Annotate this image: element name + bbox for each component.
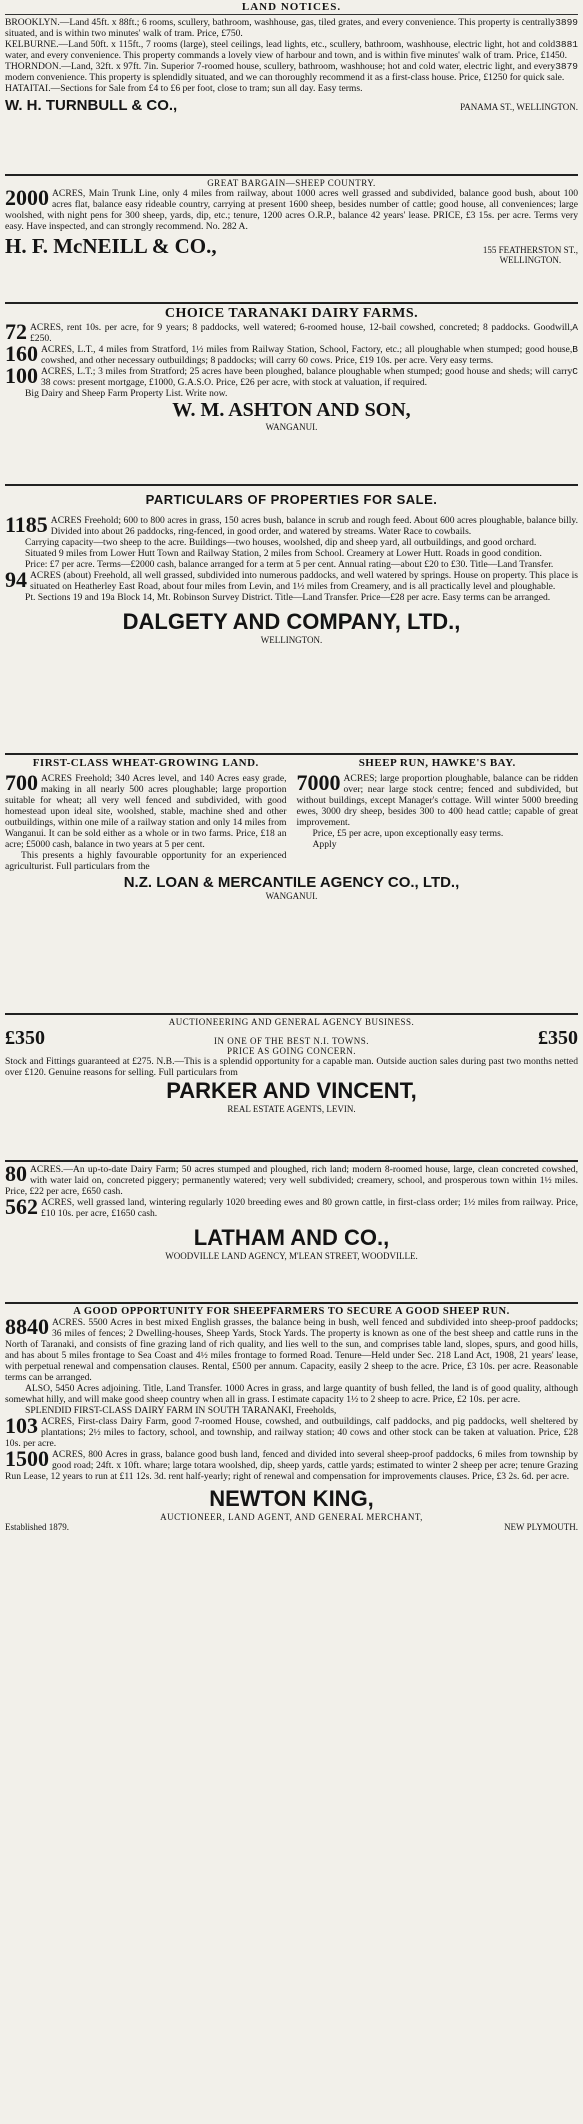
listing-text: ACRES Freehold; 600 to 800 acres in grass, 150 acres bush, balance in scrub and rough feed. About 600 acres ploughable, balance billy. Divided into about 26 paddocks, ring-fenced, in good order, and watered by streams. Water Race to cowbails. <box>50 515 578 537</box>
ad-parker <box>5 1015 578 1162</box>
listing-lot <box>5 770 287 850</box>
subheading-line: PRICE AS GOING CONCERN. <box>226 1046 356 1056</box>
acreage-number: 103 <box>5 1413 38 1438</box>
firm-address <box>483 245 578 265</box>
ref-letter: C <box>572 366 578 377</box>
listing-lot <box>5 1413 578 1449</box>
listing-paragraph: This presents a highly favourable opportunity for an experienced agriculturist. Full particulars from the <box>5 850 287 872</box>
listing-item <box>5 17 578 39</box>
two-column-block <box>5 757 578 872</box>
price-left: £350 <box>5 1027 45 1049</box>
ad-ashton <box>5 304 578 486</box>
listing-paragraph: Carrying capacity—two sheep to the acre. Buildings—two houses, woolshed, dip and sheep yard, all outbuildings, and good orchard. <box>25 537 537 548</box>
firm-town: WANGANUI. <box>265 891 318 901</box>
price-right: £350 <box>538 1027 578 1049</box>
listing-paragraph: Price: £7 per acre. Terms—£2000 cash, balance arranged for a term at 5 per cent. Annual rating—about £20 to £30. Title—Land Transfer. <box>25 559 554 570</box>
firm-address: WOODVILLE LAND AGENCY, M'LEAN STREET, WOODVILLE. <box>165 1251 418 1261</box>
listing-text: KELBURNE.—Land 50ft. x 115ft., 7 rooms (large), steel ceilings, lead lights, etc., scullery, bathroom, washhouse, electric light, hot and cold water, and every convenience. This property commands a lovely view of harbour and town, and is within five minutes' walk of tram. Price, £1450. <box>5 39 567 61</box>
ref-number: 3879 <box>555 61 578 72</box>
ad-dalgety <box>5 486 578 755</box>
acreage-number: 2000 <box>5 185 49 210</box>
listing-item <box>5 83 578 94</box>
listing-text: THORNDON.—Land, 32ft. x 97ft. 7in. Superior 7-roomed house, scullery, bathroom, washhouse; hot and cold water, electric light, and every modern convenience. This property is splendidly situated, and we can thoroughly recommend it as a first-class house. Price, £1250 for quick sale. <box>5 61 565 83</box>
listing-text: ACRES.—An up-to-date Dairy Farm; 50 acres stumped and ploughed, rich land; modern 8-roomed house, large, clean concreted cowshed, with water laid on, concreted piggery; permanently watered; very well subdivided; creamery, school, and prosperous town within 1½ miles. Price, £22 per acre, £650 cash. <box>5 1164 578 1197</box>
listing-item <box>5 61 578 83</box>
listing-lot <box>5 1446 578 1482</box>
acreage-number: 80 <box>5 1161 27 1186</box>
firm-name: NEWTON KING, <box>209 1486 374 1511</box>
ad-body <box>5 17 578 94</box>
listing-lot <box>5 1161 578 1197</box>
listing-lot <box>5 341 578 366</box>
firm-address: REAL ESTATE AGENTS, LEVIN. <box>227 1104 356 1114</box>
ad-heading: CHOICE TARANAKI DAIRY FARMS. <box>164 306 419 321</box>
firm-town: WELLINGTON. <box>260 635 323 645</box>
listing-lot <box>5 512 578 537</box>
right-column <box>297 757 579 872</box>
listing-paragraph: Situated 9 miles from Lower Hutt Town and Railway Station, 2 miles from School. Creamery at Lower Hutt. Roads in good condition. <box>25 548 542 559</box>
listing-text: ACRES (about) Freehold, all well grassed, subdivided into numerous paddocks, and well watered by springs. House on property. This place is situated on Heatherley East Road, about four miles from Levin, and 1½ miles from Creamery, and is all practically level and ploughable. <box>30 570 578 592</box>
ad-heading: GREAT BARGAIN—SHEEP COUNTRY. <box>207 178 376 188</box>
firm-subtitle: AUCTIONEER, LAND AGENT, AND GENERAL MERCHANT, <box>160 1512 423 1522</box>
ad-nzloan <box>5 755 578 1015</box>
ref-number: 3881 <box>555 39 578 50</box>
listing-lot <box>5 319 578 344</box>
listing-text: ACRES, First-class Dairy Farm, good 7-roomed House, cowshed, and outbuildings, calf paddocks, and pig paddocks, well sheltered by plantations; 2½ miles to factory, school, and township, and railway station; 40 cows and other stock can be taken at valuation. Price, £28 10s. per acre. <box>5 1416 578 1449</box>
price-row <box>5 1027 578 1056</box>
firm-name: DALGETY AND COMPANY, LTD., <box>122 609 461 634</box>
firm-row <box>5 1522 578 1532</box>
listing-paragraph: Pt. Sections 19 and 19a Block 14, Mt. Robinson Survey District. Title—Land Transfer. Price—£28 per acre. Easy terms can be arranged. <box>25 592 551 603</box>
listing-paragraph: Price, £5 per acre, upon exceptionally easy terms. <box>312 828 504 839</box>
firm-name: W. H. TURNBULL & CO., <box>5 97 178 114</box>
listing-text: ACRES, rent 10s. per acre, for 9 years; 8 paddocks, well watered; 6-roomed house, 12-bail cowshed, concreted; 8 paddocks. Goodwill, £250. <box>30 322 573 344</box>
ad-latham <box>5 1162 578 1304</box>
listing-text: ACRES, L.T.; 3 miles from Stratford; 25 acres have been ploughed, balance ploughable when stumped; good house and sheds; will carry 38 cows: present mortgage, £1000, G.A.S.O. Price, £26 per acre, with stock at valuation, if required. <box>41 366 573 388</box>
listing-text: ACRES, 800 Acres in grass, balance good bush land, fenced and divided into several sheep-proof paddocks, 6 miles from township by good road; 24ft. x 10ft. whare; large totara woolshed, dip, sheep yards, cattle yards; estimated to winter 2 sheep per acre; tenure Grazing Run Lease, 12 years to run at £11 12s. 3d. rent half-yearly; right of renewal and compensation for improvements clauses. Price, £3 2s. 6d. per acre. <box>5 1449 578 1482</box>
column-heading: SHEEP RUN, HAWKE'S BAY. <box>358 757 516 769</box>
ref-letter: A <box>572 322 578 333</box>
acreage-number: 94 <box>5 567 27 592</box>
listing-text: ACRES Freehold; 340 Acres level, and 140 Acres easy grade, making in all nearly 500 acres ploughable; large proportion suitable for wheat; all very well fenced and subdivided, with good homestead upon ideal site, woolshed, stable, machine shed and other outbuildings, within one mile of a railway station and only 14 miles from Wanganui. It can be sold either as a whole or in two farms. Price, £18 an acre; £5000 cash, balance in two years at 5 per cent. <box>5 773 287 850</box>
apply-text: Apply <box>312 839 337 850</box>
address-line: WELLINGTON. <box>499 255 562 265</box>
listing-text: BROOKLYN.—Land 45ft. x 88ft.; 6 rooms, scullery, bathroom, washhouse, gas, tiled grates, and every convenience. This property is centrally situated, and is within two minutes' walk of tram. Price, £750. <box>5 17 556 39</box>
established-text: Established 1879. <box>5 1522 69 1532</box>
firm-row <box>5 234 578 265</box>
column-heading: FIRST-CLASS WHEAT-GROWING LAND. <box>32 757 259 769</box>
ad-heading: AUCTIONEERING AND GENERAL AGENCY BUSINESS. <box>168 1017 415 1027</box>
listing-text: ACRES. 5500 Acres in best mixed English grasses, the balance being in bush, well fenced and subdivided into sheep-proof paddocks; 36 miles of fences; 2 Dwelling-houses, Sheep Yards, Stock Yards. The property is known as one of the best sheep and cattle runs in the North of Taranaki, and consists of fine grazing land of rich quality, and lies well to the sun, and comprises table land, slopes, spurs, and good hills, and has about 5 miles frontage to Sea Coast and 4½ miles frontage to formed Road. Tenure—Held under Sec. 218 Land Act, 1908, 21 years' lease, with perpetual renewal and compensation clauses. Rental, £500 per annum. Capacity, easily 2 sheep to the acre. Price, £3 10s. per acre. Reasonable terms can be arranged. <box>5 1317 578 1383</box>
section-masthead: LAND NOTICES. <box>5 0 578 15</box>
firm-name: H. F. McNEILL & CO., <box>5 234 217 258</box>
ad-body: Stock and Fittings guaranteed at £275. N.B.—This is a splendid opportunity for a capable man. Outside auction sales during past two months netted over £120. Genuine reasons for selling. Full particulars from <box>5 1056 578 1078</box>
ad-heading: PARTICULARS OF PROPERTIES FOR SALE. <box>145 492 438 507</box>
ad-note: Big Dairy and Sheep Farm Property List. Write now. <box>25 388 228 399</box>
subheading-line: IN ONE OF THE BEST N.I. TOWNS. <box>213 1036 370 1046</box>
listing-text: ACRES, Main Trunk Line, only 4 miles from railway, about 1000 acres well grassed and subdivided, balance good bush, about 100 acres flat, balance easy rideable country, carrying at present 1600 sheep, besides number of cattle; good house, all conveniences; large woolshed, with night pens for 300 sheep, yards, dip, etc.; tenure, 1200 acres O.R.P., balance 42 years' lease. PRICE, £3 15s. per acre. Terms very easy. Have inspected, and can strongly recommend. No. 282 A. <box>5 188 578 232</box>
firm-address: PANAMA ST., WELLINGTON. <box>460 102 578 112</box>
ad-heading: A GOOD OPPORTUNITY FOR SHEEPFARMERS TO SECURE A GOOD SHEEP RUN. <box>73 1306 510 1317</box>
acreage-number: 7000 <box>296 770 341 795</box>
acreage-number: 160 <box>5 341 38 366</box>
listing-lot <box>5 567 578 592</box>
left-column <box>5 757 287 872</box>
acreage-number: 1185 <box>5 512 48 537</box>
ref-number: 3899 <box>555 17 578 28</box>
firm-town: NEW PLYMOUTH. <box>504 1522 578 1532</box>
firm-name: N.Z. LOAN & MERCANTILE AGENCY CO., LTD., <box>123 874 460 891</box>
acreage-number: 700 <box>5 770 38 795</box>
address-line: 155 FEATHERSTON ST., <box>482 245 578 255</box>
acreage-number: 1500 <box>5 1446 49 1471</box>
firm-name: W. M. ASHTON AND SON, <box>172 399 411 421</box>
listing-lot <box>5 1194 578 1219</box>
firm-name: LATHAM AND CO., <box>193 1225 390 1250</box>
listing-lot <box>5 1314 578 1383</box>
acreage-number: 562 <box>5 1194 38 1219</box>
firm-name: PARKER AND VINCENT, <box>166 1078 417 1103</box>
listing-item <box>5 39 578 61</box>
firm-row <box>5 97 578 114</box>
listing-lot <box>5 185 578 232</box>
subheading-group <box>214 1036 369 1056</box>
ad-turnbull <box>5 15 578 176</box>
listing-text: ACRES, L.T., 4 miles from Stratford, 1½ miles from Railway Station, School, Factory, etc.; all ploughable when stumped; good house, cowshed, and other necessary outbuildings; 8 paddocks; will carry 60 cows. Price, £19 10s. per acre. Very easy terms. <box>41 344 573 366</box>
listing-lot <box>296 770 579 828</box>
listing-paragraph: ALSO, 5450 Acres adjoining. Title, Land Transfer. 1000 Acres in grass, and large quantity of bush felled, the land is of good quality, although somewhat hilly, and will make good sheep country when all in grass. I estimate capacity 1½ to 2 sheep to acre. Price, £2 10s. per acre. <box>5 1383 578 1405</box>
acreage-number: 8840 <box>5 1314 49 1339</box>
listing-lot <box>5 363 578 388</box>
listing-paragraph: SPLENDID FIRST-CLASS DAIRY FARM IN SOUTH TARANAKI, Freeholds, <box>25 1405 337 1416</box>
acreage-number: 100 <box>5 363 38 388</box>
ref-letter: B <box>572 344 578 355</box>
listing-text: ACRES; large proportion ploughable, balance can be ridden over; near large stock centre; fenced and subdivided, but without buildings, except Manager's cottage. Will winter 5000 breeding ewes, 3000 dry sheep, besides 300 to 400 head cattle; capable of great improvement. <box>296 773 578 828</box>
acreage-number: 72 <box>5 319 27 344</box>
ad-newton-king <box>5 1304 578 1535</box>
listing-text: HATAITAI.—Sections for Sale from £4 to £6 per foot, close to tram; sun all day. Easy terms. <box>5 83 363 94</box>
ad-mcneill <box>5 176 578 304</box>
firm-town: WANGANUI. <box>265 422 318 432</box>
listing-text: ACRES, well grassed land, wintering regularly 1020 breeding ewes and 80 grown cattle, in first-class order; 1½ miles from railway. Price, £10 10s. per acre, £1650 cash. <box>41 1197 578 1219</box>
